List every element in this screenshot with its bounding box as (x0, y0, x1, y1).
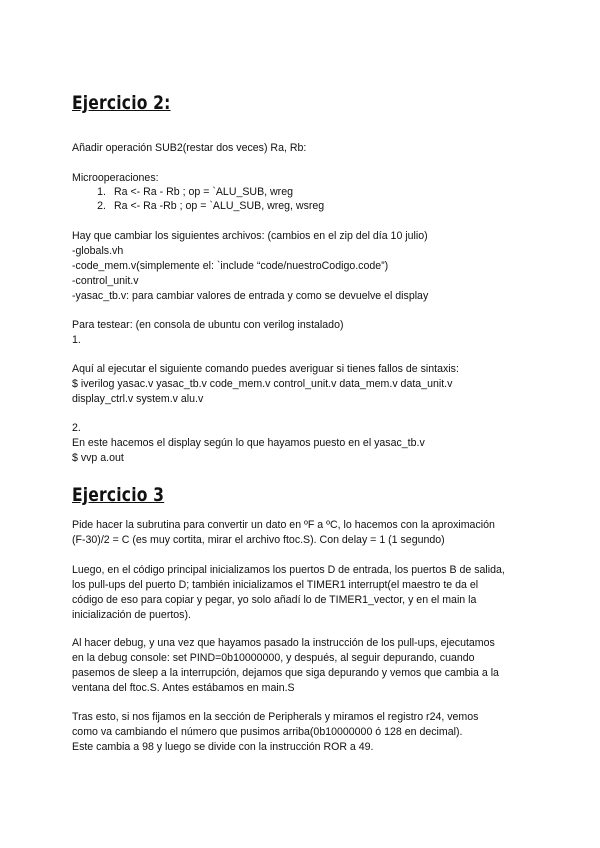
list-item (88, 186, 324, 200)
paragraph-line: Tras esto, si nos fijamos en la sección de Peripherals y miramos el registro r24, vemos (72, 711, 479, 723)
ex2-intro: Añadir operación SUB2(restar dos veces) Ra, Rb: (72, 142, 307, 154)
paragraph-line: pasemos de sleep a la interrupción, dejamos que siga depurando y vemos que cambia a la (72, 667, 499, 679)
list-number: 1. (97, 186, 106, 198)
list-item (88, 200, 324, 214)
paragraph-line: Pide hacer la subrutina para convertir un dato en ºF a ºC, lo hacemos con la aproximación (72, 519, 495, 531)
paragraph-line: Luego, en el código principal inicializamos los puertos D de entrada, los puertos B de salida, (72, 564, 505, 576)
file-item: -globals.vh (72, 245, 124, 257)
test-intro: Para testear: (en consola de ubuntu con verilog instalado) (72, 319, 344, 331)
paragraph-line: los pull-ups del puerto D; también inicializamos el TIMER1 interrupt(el maestro te da el (72, 579, 479, 591)
micro-title: Microoperaciones: (72, 172, 159, 184)
heading-ejercicio-3: Ejercicio 3 (72, 484, 165, 506)
micro-list (88, 186, 324, 213)
paragraph-line: Al hacer debug, y una vez que hayamos pasado la instrucción de los pull-ups, ejecutamos (72, 637, 495, 649)
step-1-command-cont: display_ctrl.v system.v alu.v (72, 393, 204, 405)
ex3-paragraph-3 (72, 636, 499, 696)
step-2-text: En este hacemos el display según lo que hayamos puesto en el yasac_tb.v (72, 437, 425, 449)
ex3-paragraph-4 (72, 710, 478, 755)
file-item: -code_mem.v(simplemente el: `include “code/nuestroCodigo.code”) (72, 260, 389, 272)
list-number: 2. (97, 199, 106, 212)
step-1-text: Aquí al ejecutar el siguiente comando puedes averiguar si tienes fallos de sintaxis: (72, 363, 459, 375)
list-text: Ra <- Ra - Rb ; op = `ALU_SUB, wreg (114, 186, 293, 198)
paragraph-line: código de eso para copiar y pegar, yo solo añadí lo de TIMER1_vector, y en el main la (72, 594, 477, 606)
list-text: Ra <- Ra -Rb ; op = `ALU_SUB, wreg, wsreg (114, 199, 325, 212)
step-1-command: $ iverilog yasac.v yasac_tb.v code_mem.v control_unit.v data_mem.v data_unit.v (72, 378, 453, 390)
step-2-command: $ vvp a.out (72, 452, 124, 464)
paragraph-line: inicialización de puertos). (72, 609, 191, 621)
step-2-number: 2. (72, 422, 81, 434)
file-item: -control_unit.v (72, 275, 139, 287)
paragraph-line: ventana del ftoc.S. Antes estábamos en main.S (72, 682, 295, 694)
file-item: -yasac_tb.v: para cambiar valores de entrada y como se devuelve el display (72, 290, 429, 302)
step-1-number: 1. (72, 334, 81, 346)
paragraph-line: en la debug console: set PIND=0b10000000, y después, al seguir depurando, cuando (72, 652, 475, 664)
paragraph-line: Este cambia a 98 y luego se divide con la instrucción ROR a 49. (72, 741, 374, 753)
files-intro: Hay que cambiar los siguientes archivos: (cambios en el zip del día 10 julio) (72, 230, 428, 242)
ex3-paragraph-1 (72, 518, 495, 548)
ex3-paragraph-2 (72, 563, 505, 623)
paragraph-line: como va cambiando el número que pusimos arriba(0b10000000 ó 128 en decimal). (72, 726, 463, 738)
paragraph-line: (F-30)/2 = C (es muy cortita, mirar el archivo ftoc.S). Con delay = 1 (1 segundo) (72, 534, 445, 546)
heading-ejercicio-2: Ejercicio 2: (72, 92, 171, 114)
